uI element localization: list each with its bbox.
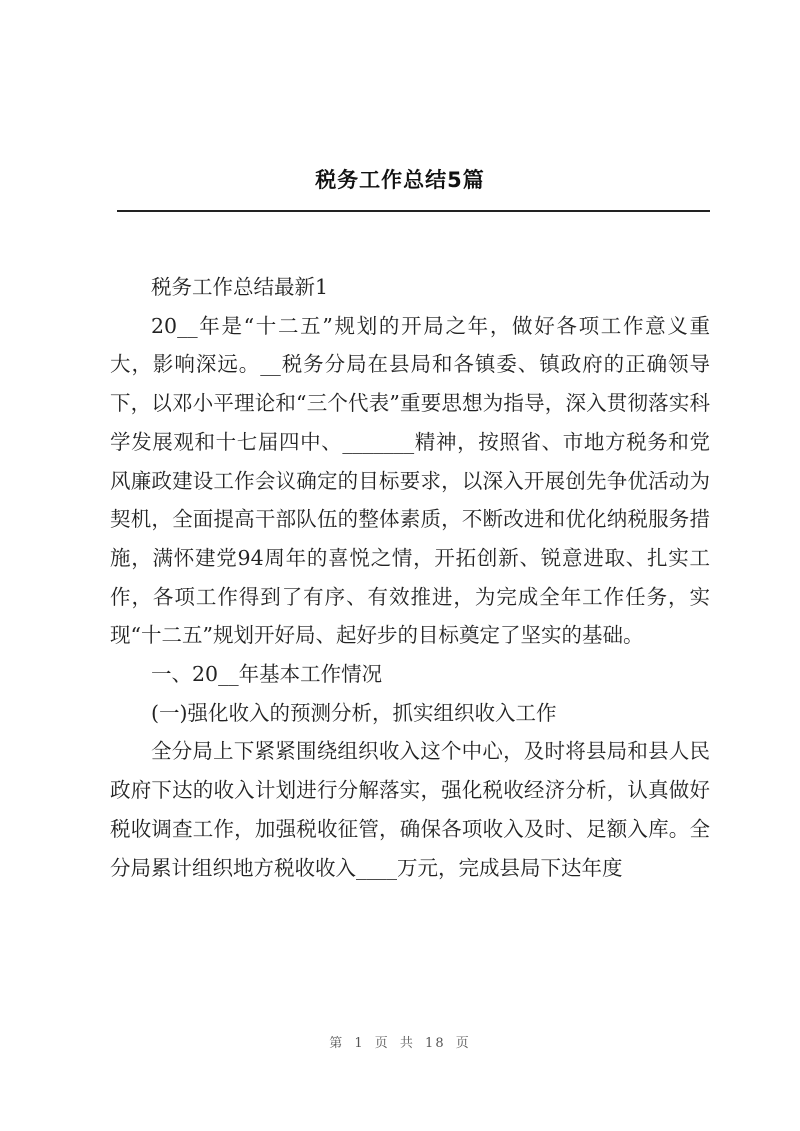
title-underline <box>117 210 710 212</box>
body-paragraph: 全分局上下紧紧围绕组织收入这个中心，及时将县局和县人民政府下达的收入计划进行分解落实，强化税收经济分析，认真做好税收调查工作，加强税收征管，确保各项收入及时、足额入库。全分局累计组织地方税收收入____万元，完成县局下达年度 <box>110 739 710 880</box>
document-title: 税务工作总结5篇 <box>315 168 485 192</box>
body-paragraph: 20__年是“十二五”规划的开局之年，做好各项工作意义重大，影响深远。__税务分局在县局和各镇委、镇政府的正确领导下，以邓小平理论和“三个代表”重要思想为指导，深入贯彻落实科学发展观和十七届四中、_______精神，按照省、市地方税务和党风廉政建设工作会议确定的目标要求，以深入开展创先争优活动为契机，全面提高干部队伍的整体素质，不断改进和优化纳税服务措施，满怀建党94周年的喜悦之情，开拓创新、锐意进取、扎实工作，各项工作得到了有序、有效推进，为完成全年工作任务，实现“十二五”规划开好局、起好步的目标奠定了坚实的基础。 <box>110 313 710 648</box>
section-heading: 税务工作总结最新1 <box>151 275 329 299</box>
page-number: 第 1 页 共 18 页 <box>329 1036 471 1051</box>
section-heading: 一、20__年基本工作情况 <box>151 662 383 687</box>
subsection-heading: (一)强化收入的预测分析，抓实组织收入工作 <box>151 700 557 725</box>
document-body <box>110 268 710 887</box>
